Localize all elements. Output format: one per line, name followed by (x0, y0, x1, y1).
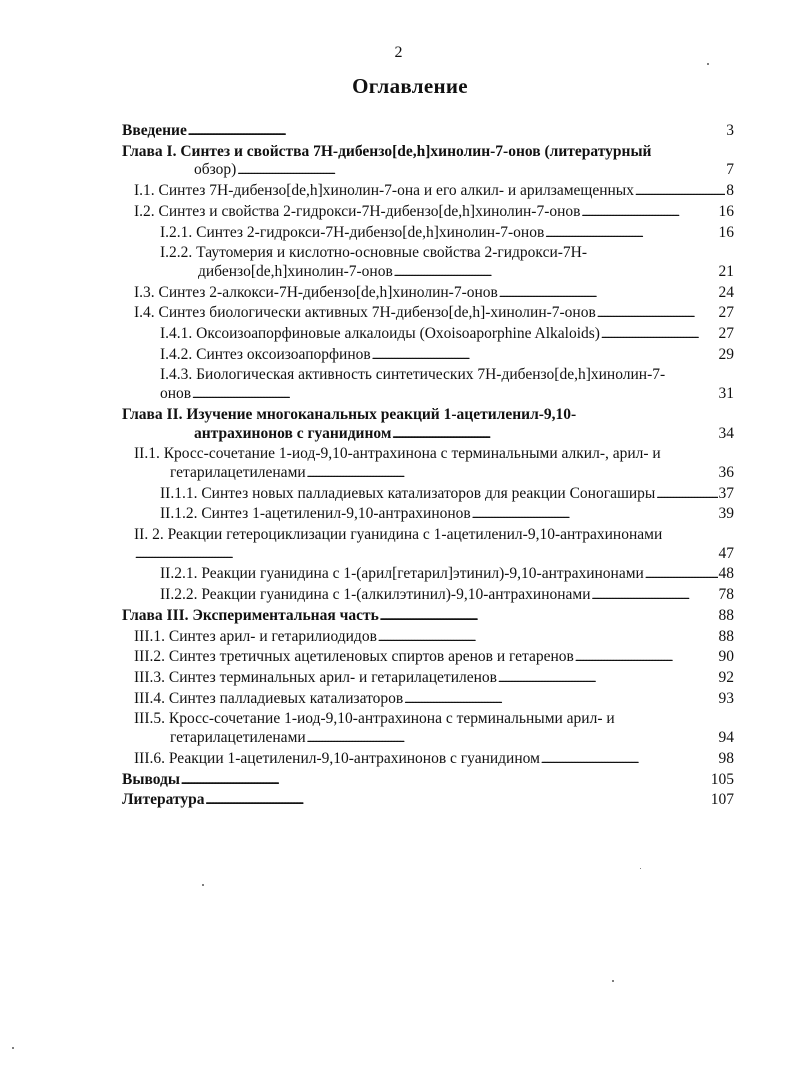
toc-entry-section-3-6[interactable] (122, 750, 734, 771)
toc-entry-label: I.4. Синтез биологически активных 7H-дибензо[de,h]-хинолин-7-онов (134, 304, 596, 322)
toc-entry-label: II.1.2. Синтез 1-ацетиленил-9,10-антрахинонов (160, 505, 471, 523)
toc-entry-label: Литература (122, 791, 205, 809)
toc-entry-page: 93 (718, 689, 734, 707)
toc-entry-page: 3 (726, 122, 734, 139)
toc-entry-page: 78 (718, 586, 734, 604)
toc-entry-label: III.1. Синтез арил- и гетарилиодидов (134, 627, 377, 645)
toc-entry-label: I.4.2. Синтез оксоизоапорфинов (160, 345, 371, 363)
toc-entry-page: 16 (718, 223, 734, 241)
toc-entry-label: I.2. Синтез и свойства 2-гидрокси-7H-дибензо[de,h]хинолин-7-онов (134, 202, 581, 220)
toc-entry-page: 48 (718, 565, 734, 583)
toc-entry-page: 47 (718, 544, 734, 562)
toc-entry-page: 88 (718, 606, 734, 624)
toc-entry-page: 37 (718, 484, 734, 502)
toc-entry-literature[interactable] (122, 791, 734, 812)
dot-leader (181, 771, 710, 792)
toc-entry-section-1-4-2[interactable] (122, 346, 734, 367)
toc-entry-page: 34 (718, 424, 734, 442)
toc-entry-section-3-5[interactable] (122, 710, 734, 749)
toc-entry-section-3-2[interactable] (122, 648, 734, 669)
dot-leader (394, 263, 718, 284)
dot-leader (541, 750, 718, 771)
dot-leader (404, 690, 717, 711)
toc-entry-label: I.2.2. Таутомерия и кислотно-основные свойства 2-гидрокси-7H- (160, 244, 588, 262)
toc-entry-label: Глава I. Синтез и свойства 7H-дибензо[de,h]хинолин-7-онов (литературный (122, 142, 652, 160)
toc-entry-page: 29 (718, 345, 734, 363)
toc-entry-page: 24 (718, 283, 734, 301)
toc-entry-section-2-1-2[interactable] (122, 505, 734, 526)
dot-leader (472, 505, 718, 526)
toc-entry-label: III.4. Синтез палладиевых катализаторов (134, 689, 404, 707)
toc-entry-section-2-1-1[interactable] (122, 485, 734, 506)
toc-entry-page: 107 (710, 791, 734, 809)
toc-entry-page: 8 (726, 182, 734, 200)
dot-leader (597, 304, 718, 325)
toc-entry-section-1-2-2[interactable] (122, 244, 734, 283)
page-number: 2 (394, 44, 403, 61)
toc-entry-label-cont: гетарилацетиленами (170, 729, 306, 747)
dot-leader (635, 182, 725, 203)
dot-leader (372, 346, 718, 367)
toc-entry-page: 16 (718, 202, 734, 220)
toc-entry-section-1-1[interactable] (122, 182, 734, 203)
toc-entry-section-2-1[interactable] (122, 445, 734, 484)
toc-entry-label: I.4.3. Биологическая активность синтетических 7H-дибензо[de,h]хинолин-7- (160, 366, 666, 384)
toc-entry-label: II.1. Кросс-сочетание 1-иод-9,10-антрахинона с терминальными алкил-, арил- и (134, 445, 661, 463)
toc-entry-page: 105 (710, 770, 734, 788)
toc-entry-label-cont: обзор) (194, 161, 237, 179)
toc-entry-label-cont: онов (160, 385, 192, 403)
toc-entry-chapter-3[interactable] (122, 607, 734, 628)
dot-leader (378, 628, 718, 649)
toc-entry-page: 98 (718, 749, 734, 767)
toc-entry-label: II.2.2. Реакции гуанидина с 1-(алкилэтинил)-9,10-антрахинонами (160, 586, 591, 604)
toc-entry-section-1-4-1[interactable] (122, 325, 734, 346)
toc-entry-label: Введение (122, 122, 187, 139)
toc-entry-section-3-1[interactable] (122, 628, 734, 649)
toc-entry-page: 92 (718, 668, 734, 686)
toc-entry-intro[interactable] (122, 122, 734, 143)
toc-entry-page: 31 (718, 385, 734, 403)
dot-leader (575, 648, 718, 669)
dot-leader (307, 464, 718, 485)
dot-leader (135, 545, 718, 566)
dot-leader (592, 586, 718, 607)
toc-entry-label: I.3. Синтез 2-алкокси-7H-дибензо[de,h]хинолин-7-онов (134, 283, 498, 301)
toc-entry-section-2-2-1[interactable] (122, 565, 734, 586)
toc-entry-page: 27 (718, 325, 734, 343)
page-title: Оглавление (352, 74, 468, 98)
toc-entry-label: II. 2. Реакции гетероциклизации гуанидина с 1-ацетиленил-9,10-антрахинонами (134, 526, 663, 544)
toc-entry-page: 36 (718, 463, 734, 481)
toc-entry-section-2-2-2[interactable] (122, 586, 734, 607)
toc-entry-label: II.1.1. Синтез новых палладиевых катализаторов для реакции Соногаширы (160, 484, 656, 502)
toc-entry-page: 90 (718, 648, 734, 666)
toc-entry-section-3-4[interactable] (122, 690, 734, 711)
toc-entry-label: Глава II. Изучение многоканальных реакций 1-ацетиленил-9,10- (122, 405, 577, 423)
dot-leader (499, 284, 718, 305)
toc-entry-page: 7 (726, 161, 734, 179)
dot-leader (237, 161, 725, 182)
toc-entry-label: II.2.1. Реакции гуанидина с 1-(арил[гетарил]этинил)-9,10-антрахинонами (160, 565, 644, 583)
dot-leader (380, 607, 718, 628)
dot-leader (307, 729, 718, 750)
toc-entry-label: III.6. Реакции 1-ацетиленил-9,10-антрахинонов с гуанидином (134, 749, 540, 767)
dot-leader (498, 669, 718, 690)
toc-entry-section-1-2[interactable] (122, 203, 734, 224)
dot-leader (545, 224, 717, 245)
toc-entry-section-1-3[interactable] (122, 284, 734, 305)
toc-entry-page: 21 (718, 262, 734, 280)
toc-entry-chapter-1[interactable] (122, 143, 734, 182)
dot-leader (656, 485, 717, 506)
dot-leader (645, 565, 718, 586)
toc-entry-label-cont: гетарилацетиленами (170, 463, 306, 481)
dot-leader (192, 385, 717, 406)
toc-entry-label: Глава III. Экспериментальная часть (122, 606, 379, 624)
toc-entry-label: I.1. Синтез 7H-дибензо[de,h]хинолин-7-она и его алкил- и арилзамещенных (134, 182, 634, 200)
dot-leader (581, 203, 717, 224)
toc-entry-section-1-4-3[interactable] (122, 366, 734, 405)
toc-entry-label-cont: антрахинонов с гуанидином (194, 424, 392, 442)
toc-entry-chapter-2[interactable] (122, 406, 734, 445)
toc-entry-label: III.3. Синтез терминальных арил- и гетарилацетиленов (134, 668, 497, 686)
dot-leader (188, 122, 725, 143)
toc-entry-label-cont: дибензо[de,h]хинолин-7-онов (198, 262, 393, 280)
toc-entry-label: III.2. Синтез третичных ацетиленовых спиртов аренов и гетаренов (134, 648, 574, 666)
dot-leader (392, 425, 717, 446)
toc-entry-section-1-4[interactable] (122, 304, 734, 325)
toc-entry-label: III.5. Кросс-сочетание 1-иод-9,10-антрахинона с терминальными арил- и (134, 710, 615, 728)
toc-entry-section-2-2[interactable] (122, 526, 734, 565)
dot-leader (601, 325, 718, 346)
toc-entry-label: I.2.1. Синтез 2-гидрокси-7H-дибензо[de,h]хинолин-7-онов (160, 223, 545, 241)
toc-entry-page: 88 (718, 627, 734, 645)
dot-leader (205, 791, 709, 812)
toc-entry-label: Выводы (122, 770, 180, 788)
toc-entry-page: 39 (718, 505, 734, 523)
table-of-contents (122, 122, 734, 812)
toc-entry-section-3-3[interactable] (122, 669, 734, 690)
toc-entry-conclusions[interactable] (122, 771, 734, 792)
toc-entry-page: 27 (718, 304, 734, 322)
toc-entry-section-1-2-1[interactable] (122, 224, 734, 245)
toc-entry-label: I.4.1. Оксоизоапорфиновые алкалоиды (Oxoisoaporphine Alkaloids) (160, 325, 600, 343)
toc-entry-page: 94 (718, 729, 734, 747)
